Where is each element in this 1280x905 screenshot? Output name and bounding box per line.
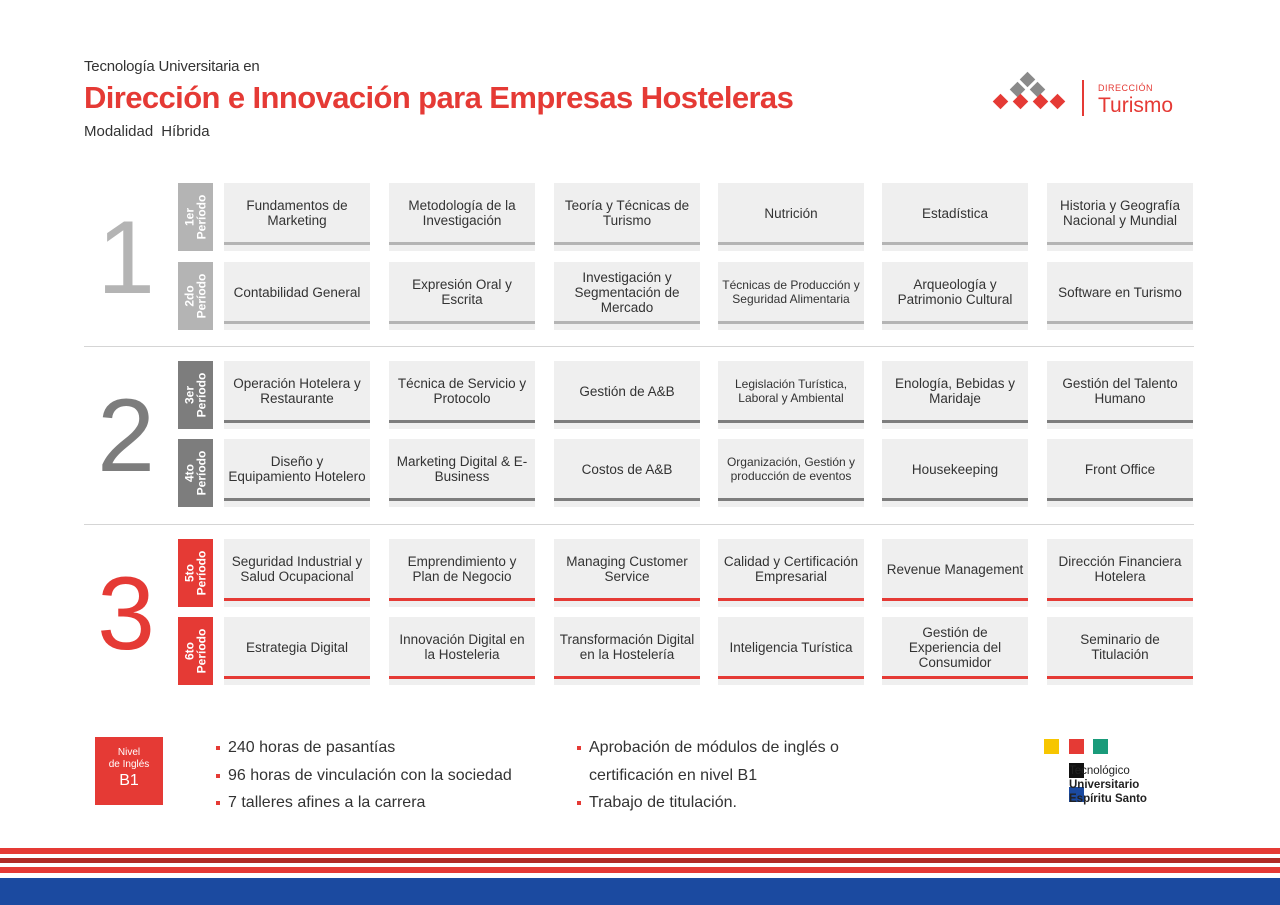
- course-card: Housekeeping: [882, 439, 1028, 507]
- course-card: Gestión de Experiencia del Consumidor: [882, 617, 1028, 685]
- period-word: Período: [194, 273, 209, 319]
- footer-stripe: [0, 858, 1280, 863]
- logo-square-green: [1093, 739, 1108, 754]
- period-number: 5to: [182, 564, 197, 583]
- requirements-left: [216, 734, 512, 817]
- course-card: Enología, Bebidas y Maridaje: [882, 361, 1028, 429]
- period-label: [184, 551, 208, 596]
- course-card: Seminario de Titulación: [1047, 617, 1193, 685]
- footer-stripe: [0, 848, 1280, 854]
- period-tab: [178, 539, 213, 607]
- institution-name: [1069, 764, 1147, 806]
- footer-stripe-blue: [0, 878, 1280, 905]
- year-divider: [84, 524, 1194, 525]
- course-card: Arqueología y Patrimonio Cultural: [882, 262, 1028, 330]
- year-1-number: 1: [97, 200, 155, 316]
- period-word: Período: [194, 450, 209, 496]
- course-card: Nutrición: [718, 183, 864, 251]
- course-card: Front Office: [1047, 439, 1193, 507]
- course-card: Transformación Digital en la Hostelería: [554, 617, 700, 685]
- english-level-badge: [95, 737, 163, 805]
- course-card: Inteligencia Turística: [718, 617, 864, 685]
- period-label: [184, 195, 208, 240]
- institution-line2: Universitario: [1069, 779, 1140, 791]
- course-card: Gestión del Talento Humano: [1047, 361, 1193, 429]
- year-2-number: 2: [97, 378, 155, 494]
- course-card: Emprendimiento y Plan de Negocio: [389, 539, 535, 607]
- course-card: Innovación Digital en la Hosteleria: [389, 617, 535, 685]
- course-card: Operación Hotelera y Restaurante: [224, 361, 370, 429]
- logo-square-yellow: [1044, 739, 1059, 754]
- period-number: 2do: [182, 285, 197, 307]
- institution-line1: Tecnológico: [1069, 765, 1130, 777]
- requirement-item: 240 horas de pasantías: [216, 734, 512, 762]
- course-card: Técnicas de Producción y Seguridad Alimentaria: [718, 262, 864, 330]
- english-line1: Nivel: [117, 747, 141, 758]
- period-tab: [178, 617, 213, 685]
- course-card: Estadística: [882, 183, 1028, 251]
- course-card: Costos de A&B: [554, 439, 700, 507]
- course-card: Legislación Turística, Laboral y Ambiental: [718, 361, 864, 429]
- course-card: Metodología de la Investigación: [389, 183, 535, 251]
- course-card: Historia y Geografía Nacional y Mundial: [1047, 183, 1193, 251]
- period-label: [184, 451, 208, 496]
- course-card: Dirección Financiera Hotelera: [1047, 539, 1193, 607]
- course-card: Diseño y Equipamiento Hotelero: [224, 439, 370, 507]
- course-card: Estrategia Digital: [224, 617, 370, 685]
- pretitle: Tecnología Universitaria en: [84, 58, 260, 75]
- institution-logo: [1044, 739, 1194, 809]
- footer-stripe: [0, 867, 1280, 873]
- requirement-item: 7 talleres afines a la carrera: [216, 789, 512, 817]
- requirement-item: Aprobación de módulos de inglés o: [577, 734, 839, 762]
- period-word: Período: [194, 372, 209, 418]
- period-number: 1er: [182, 207, 197, 227]
- period-word: Período: [194, 628, 209, 674]
- course-card: Revenue Management: [882, 539, 1028, 607]
- english-line2: de Inglés: [108, 759, 150, 770]
- course-card: Investigación y Segmentación de Mercado: [554, 262, 700, 330]
- period-label: [184, 373, 208, 418]
- period-word: Período: [194, 194, 209, 240]
- period-tab: [178, 361, 213, 429]
- program-title: Dirección e Innovación para Empresas Hosteleras: [84, 80, 794, 115]
- requirement-item: Trabajo de titulación.: [577, 789, 839, 817]
- requirements-right: [577, 734, 839, 817]
- course-card: Expresión Oral y Escrita: [389, 262, 535, 330]
- logo-separator: [1082, 80, 1084, 116]
- period-tab: [178, 183, 213, 251]
- header: [84, 58, 793, 140]
- course-card: Fundamentos de Marketing: [224, 183, 370, 251]
- course-card: Marketing Digital & E-Business: [389, 439, 535, 507]
- logo-square-red: [1069, 739, 1084, 754]
- logo-small-text: DIRECCIÓN: [1098, 83, 1154, 93]
- course-card: Gestión de A&B: [554, 361, 700, 429]
- course-card: Managing Customer Service: [554, 539, 700, 607]
- course-card: Calidad y Certificación Empresarial: [718, 539, 864, 607]
- turismo-logo: [990, 70, 1200, 122]
- course-card: Teoría y Técnicas de Turismo: [554, 183, 700, 251]
- period-label: [184, 629, 208, 674]
- course-card: Seguridad Industrial y Salud Ocupacional: [224, 539, 370, 607]
- course-card: Técnica de Servicio y Protocolo: [389, 361, 535, 429]
- period-number: 6to: [182, 642, 197, 661]
- diamond-logo-icon: [990, 70, 1070, 122]
- course-card: Organización, Gestión y producción de eventos: [718, 439, 864, 507]
- period-tab: [178, 262, 213, 330]
- modality: [84, 123, 793, 140]
- course-card: Contabilidad General: [224, 262, 370, 330]
- year-divider: [84, 346, 1194, 347]
- institution-line3: Espíritu Santo: [1069, 793, 1147, 805]
- requirement-item: 96 horas de vinculación con la sociedad: [216, 762, 512, 790]
- modality-label: Modalidad: [84, 123, 154, 140]
- period-word: Período: [194, 550, 209, 596]
- year-3-number: 3: [97, 556, 155, 672]
- period-tab: [178, 439, 213, 507]
- period-number: 3er: [182, 385, 197, 405]
- english-level: B1: [119, 772, 139, 789]
- modality-value: Híbrida: [161, 123, 210, 140]
- period-label: [184, 274, 208, 319]
- course-card: Software en Turismo: [1047, 262, 1193, 330]
- period-number: 4to: [182, 464, 197, 483]
- logo-big-text: Turismo: [1098, 94, 1174, 117]
- requirement-item-continued: certificación en nivel B1: [589, 766, 758, 784]
